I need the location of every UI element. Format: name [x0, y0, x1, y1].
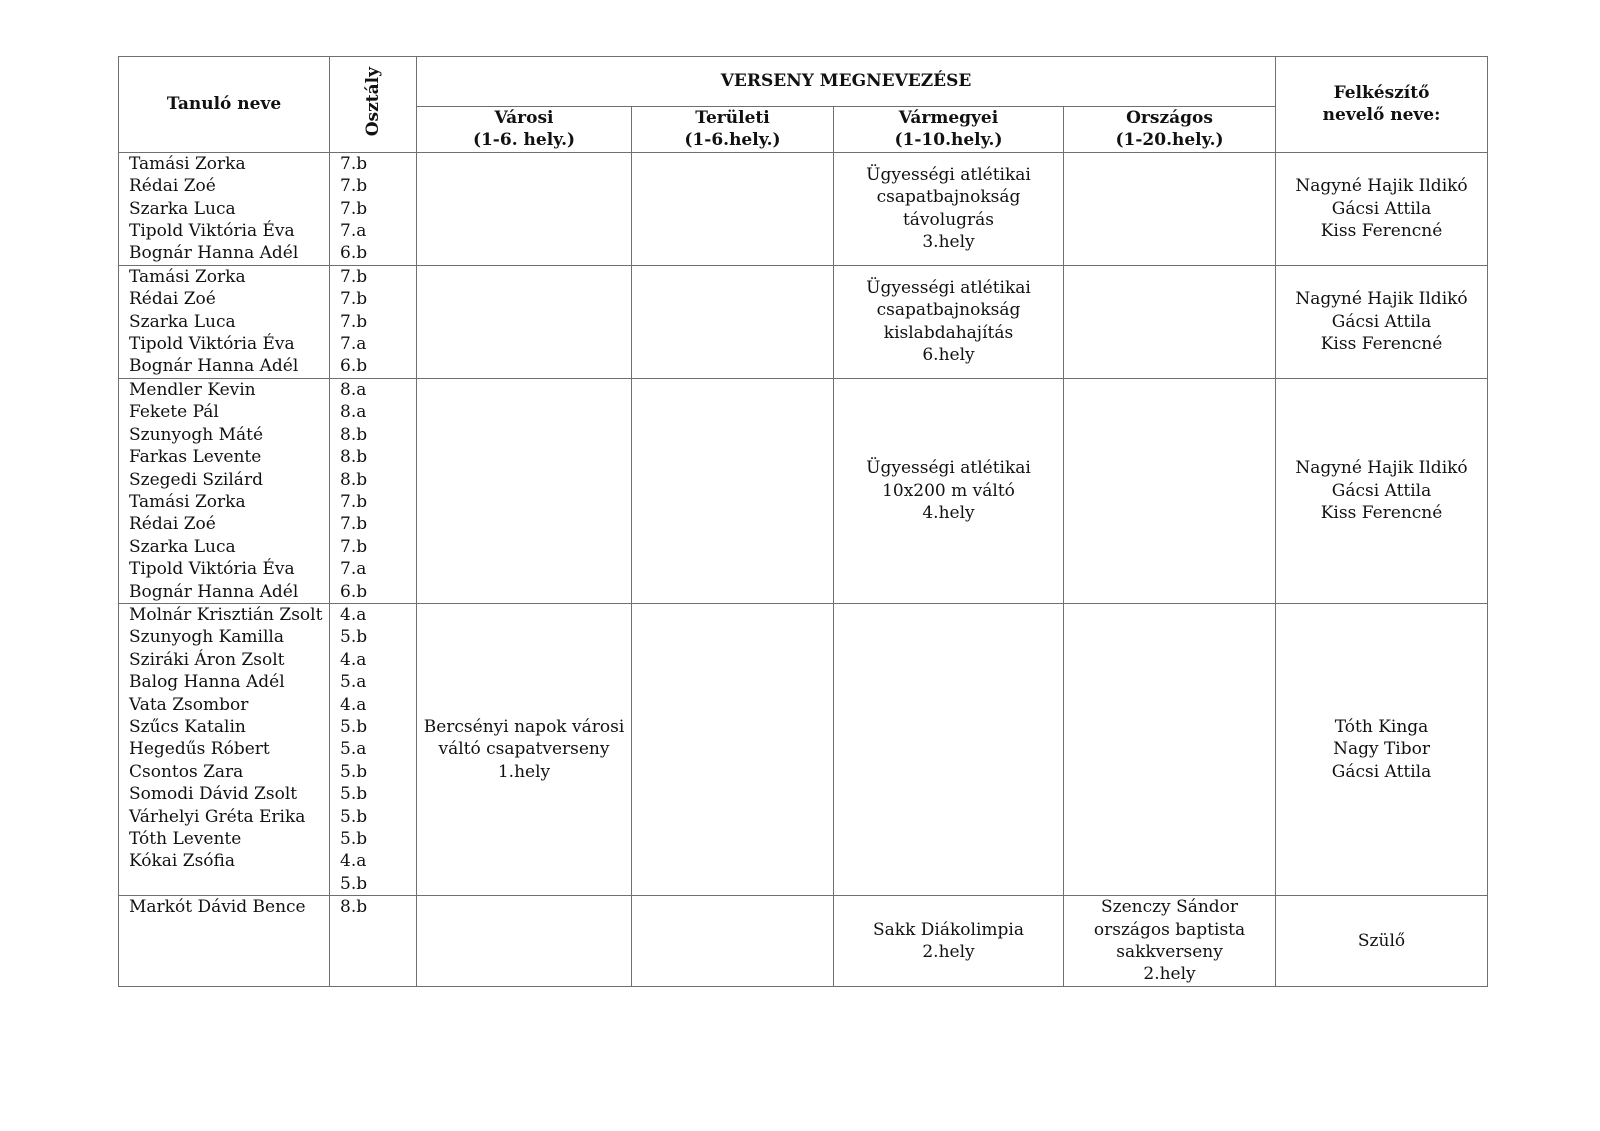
teacher-name: Gácsi Attila	[1331, 311, 1432, 332]
level-range: (1-6.hely.)	[684, 130, 781, 151]
student-class: 6.b	[340, 581, 368, 602]
student-class: 7.b	[340, 153, 368, 174]
teacher-name: Kiss Ferencné	[1320, 221, 1443, 242]
student-class: 8.b	[340, 424, 368, 445]
result-orszagos-cell	[1064, 896, 1276, 987]
student-class: 7.b	[340, 266, 368, 287]
competition-results-table	[118, 56, 1488, 987]
result-varosi-cell	[417, 265, 632, 378]
result-line: országos baptista	[1093, 919, 1246, 940]
teacher-name: Gácsi Attila	[1331, 480, 1432, 501]
result-line: Bercsényi napok városi	[423, 716, 625, 737]
result-line: 2.hely	[922, 942, 975, 963]
teacher-name: Tóth Kinga	[1334, 716, 1429, 737]
student-name: Szunyogh Máté	[129, 424, 264, 445]
result-teruleti-cell	[632, 152, 834, 265]
student-class: 7.b	[340, 514, 368, 535]
result-varosi-cell	[417, 603, 632, 895]
student-name: Bognár Hanna Adél	[129, 581, 299, 602]
result-orszagos-cell	[1064, 603, 1276, 895]
student-class: 4.a	[340, 694, 367, 715]
student-name: Bognár Hanna Adél	[129, 243, 299, 264]
student-name: Sziráki Áron Zsolt	[129, 649, 285, 670]
result-teruleti-cell	[632, 603, 834, 895]
student-name: Rédai Zoé	[129, 289, 216, 310]
student-name: Tamási Zorka	[129, 266, 246, 287]
result-varmegyei-cell	[834, 896, 1064, 987]
student-name: Tamási Zorka	[129, 491, 246, 512]
teachers-cell	[1276, 265, 1488, 378]
student-name: Markót Dávid Bence	[129, 897, 306, 918]
student-class: 7.b	[340, 491, 368, 512]
student-name: Szarka Luca	[129, 536, 236, 557]
header-class-label: Osztály	[362, 66, 383, 136]
student-class: 7.b	[340, 176, 368, 197]
result-line: 2.hely	[1143, 964, 1196, 985]
result-line: 10x200 m váltó	[882, 480, 1015, 501]
teachers-cell	[1276, 603, 1488, 895]
student-name: Szűcs Katalin	[129, 716, 246, 737]
header-level-orszagos	[1064, 107, 1276, 153]
table-row	[119, 896, 1488, 987]
student-class: 4.a	[340, 851, 367, 872]
student-names-cell	[119, 265, 330, 378]
level-name: Vármegyei	[898, 108, 999, 128]
result-line: Sakk Diákolimpia	[873, 919, 1024, 940]
teachers-cell	[1276, 378, 1488, 603]
result-varmegyei-cell	[834, 378, 1064, 603]
result-line: kislabdahajítás	[883, 322, 1014, 343]
student-name: Farkas Levente	[129, 447, 262, 468]
student-name: Hegedűs Róbert	[129, 739, 270, 760]
student-class: 4.a	[340, 604, 367, 625]
header-teacher	[1276, 57, 1488, 153]
student-name: Tipold Viktória Éva	[129, 334, 295, 355]
result-orszagos-cell	[1064, 378, 1276, 603]
student-class: 5.a	[340, 739, 367, 760]
student-classes-cell	[330, 152, 417, 265]
student-names-cell	[119, 603, 330, 895]
teacher-name: Gácsi Attila	[1331, 761, 1432, 782]
student-name: Somodi Dávid Zsolt	[129, 784, 298, 805]
result-teruleti-cell	[632, 896, 834, 987]
level-range: (1-20.hely.)	[1115, 130, 1224, 151]
student-names-cell	[119, 896, 330, 987]
student-name: Tamási Zorka	[129, 153, 246, 174]
student-name: Mendler Kevin	[129, 379, 256, 400]
level-name: Országos	[1126, 108, 1213, 128]
student-class: 7.b	[340, 198, 368, 219]
teacher-name: Nagyné Hajik Ildikó	[1295, 289, 1468, 310]
student-class: 5.b	[340, 784, 368, 805]
student-class: 8.b	[340, 447, 368, 468]
student-name: Kókai Zsófia	[129, 851, 236, 872]
student-class: 5.b	[340, 873, 368, 894]
teacher-name: Gácsi Attila	[1331, 198, 1432, 219]
result-varmegyei-cell	[834, 265, 1064, 378]
student-class: 7.b	[340, 311, 368, 332]
student-name: Fekete Pál	[129, 402, 219, 423]
student-class: 6.b	[340, 356, 368, 377]
result-line: Ügyességi atlétikai	[866, 278, 1031, 299]
result-line: távolugrás	[902, 209, 995, 230]
result-line: csapatbajnokság	[876, 300, 1021, 321]
result-line: 4.hely	[922, 503, 975, 524]
student-classes-cell	[330, 603, 417, 895]
result-varmegyei-cell	[834, 603, 1064, 895]
result-varmegyei-cell	[834, 152, 1064, 265]
student-class: 8.b	[340, 897, 368, 918]
student-name: Bognár Hanna Adél	[129, 356, 299, 377]
result-line: 6.hely	[922, 345, 975, 366]
teachers-cell	[1276, 152, 1488, 265]
student-class: 4.a	[340, 649, 367, 670]
teacher-name: Nagy Tibor	[1333, 739, 1430, 760]
level-range: (1-6. hely.)	[472, 130, 576, 151]
teacher-name: Nagyné Hajik Ildikó	[1295, 458, 1468, 479]
result-orszagos-cell	[1064, 265, 1276, 378]
result-line: 1.hely	[497, 761, 551, 782]
student-name: Molnár Krisztián Zsolt	[129, 604, 323, 625]
level-name: Területi	[695, 108, 770, 128]
result-line: Szenczy Sándor	[1100, 897, 1239, 918]
header-level-varosi	[417, 107, 632, 153]
student-class: 7.b	[340, 536, 368, 557]
result-varosi-cell	[417, 378, 632, 603]
student-name: Balog Hanna Adél	[129, 672, 285, 693]
student-name: Rédai Zoé	[129, 176, 216, 197]
student-name: Szarka Luca	[129, 311, 236, 332]
student-name: Csontos Zara	[129, 761, 244, 782]
result-teruleti-cell	[632, 265, 834, 378]
teacher-name: Szülő	[1357, 930, 1406, 951]
result-line: 3.hely	[922, 232, 975, 253]
table-row	[119, 603, 1488, 895]
student-name: Tóth Levente	[129, 829, 242, 849]
student-classes-cell	[330, 896, 417, 987]
level-name: Városi	[494, 108, 554, 128]
student-class: 7.a	[340, 559, 367, 580]
student-names-cell	[119, 152, 330, 265]
student-class: 7.b	[340, 289, 368, 310]
student-class: 5.b	[340, 806, 368, 827]
result-teruleti-cell	[632, 378, 834, 603]
teachers-cell	[1276, 896, 1488, 987]
student-class: 6.b	[340, 243, 368, 264]
student-name: Szunyogh Kamilla	[129, 627, 284, 648]
result-line: Ügyességi atlétikai	[866, 458, 1031, 479]
student-class: 5.b	[340, 761, 368, 782]
student-classes-cell	[330, 378, 417, 603]
header-student-name: Tanuló neve	[119, 57, 330, 153]
student-class: 7.a	[340, 221, 367, 242]
result-varosi-cell	[417, 896, 632, 987]
result-varosi-cell	[417, 152, 632, 265]
student-class: 5.a	[340, 672, 367, 693]
teacher-name: Kiss Ferencné	[1320, 334, 1443, 355]
student-name: Tipold Viktória Éva	[129, 221, 295, 242]
result-orszagos-cell	[1064, 152, 1276, 265]
student-names-cell	[119, 378, 330, 603]
result-line: Ügyességi atlétikai	[866, 165, 1031, 186]
student-class: 8.b	[340, 469, 368, 490]
header-teacher-label: Felkészítő nevelő neve:	[1322, 83, 1441, 126]
table-row	[119, 152, 1488, 265]
teacher-name: Nagyné Hajik Ildikó	[1295, 176, 1468, 197]
header-class	[330, 57, 417, 153]
student-class: 8.a	[340, 402, 367, 423]
student-class: 5.b	[340, 627, 368, 648]
student-name: Tipold Viktória Éva	[129, 559, 295, 580]
student-name: Várhelyi Gréta Erika	[129, 806, 306, 827]
student-class: 8.a	[340, 379, 367, 400]
header-level-varmegyei	[834, 107, 1064, 153]
student-class: 5.b	[340, 716, 368, 737]
header-level-teruleti	[632, 107, 834, 153]
student-class: 5.b	[340, 829, 368, 849]
result-line: váltó csapatverseny	[438, 739, 610, 760]
level-range: (1-10.hely.)	[894, 130, 1003, 151]
teacher-name: Kiss Ferencné	[1320, 503, 1443, 524]
student-name: Szegedi Szilárd	[129, 469, 263, 490]
student-name: Szarka Luca	[129, 198, 236, 219]
student-class: 7.a	[340, 334, 367, 355]
result-line: csapatbajnokság	[876, 187, 1021, 208]
student-name: Rédai Zoé	[129, 514, 216, 535]
table-row	[119, 378, 1488, 603]
student-classes-cell	[330, 265, 417, 378]
student-name: Vata Zsombor	[129, 694, 249, 715]
table-row	[119, 265, 1488, 378]
header-competition: VERSENY MEGNEVEZÉSE	[417, 57, 1276, 107]
result-line: sakkverseny	[1116, 942, 1223, 963]
